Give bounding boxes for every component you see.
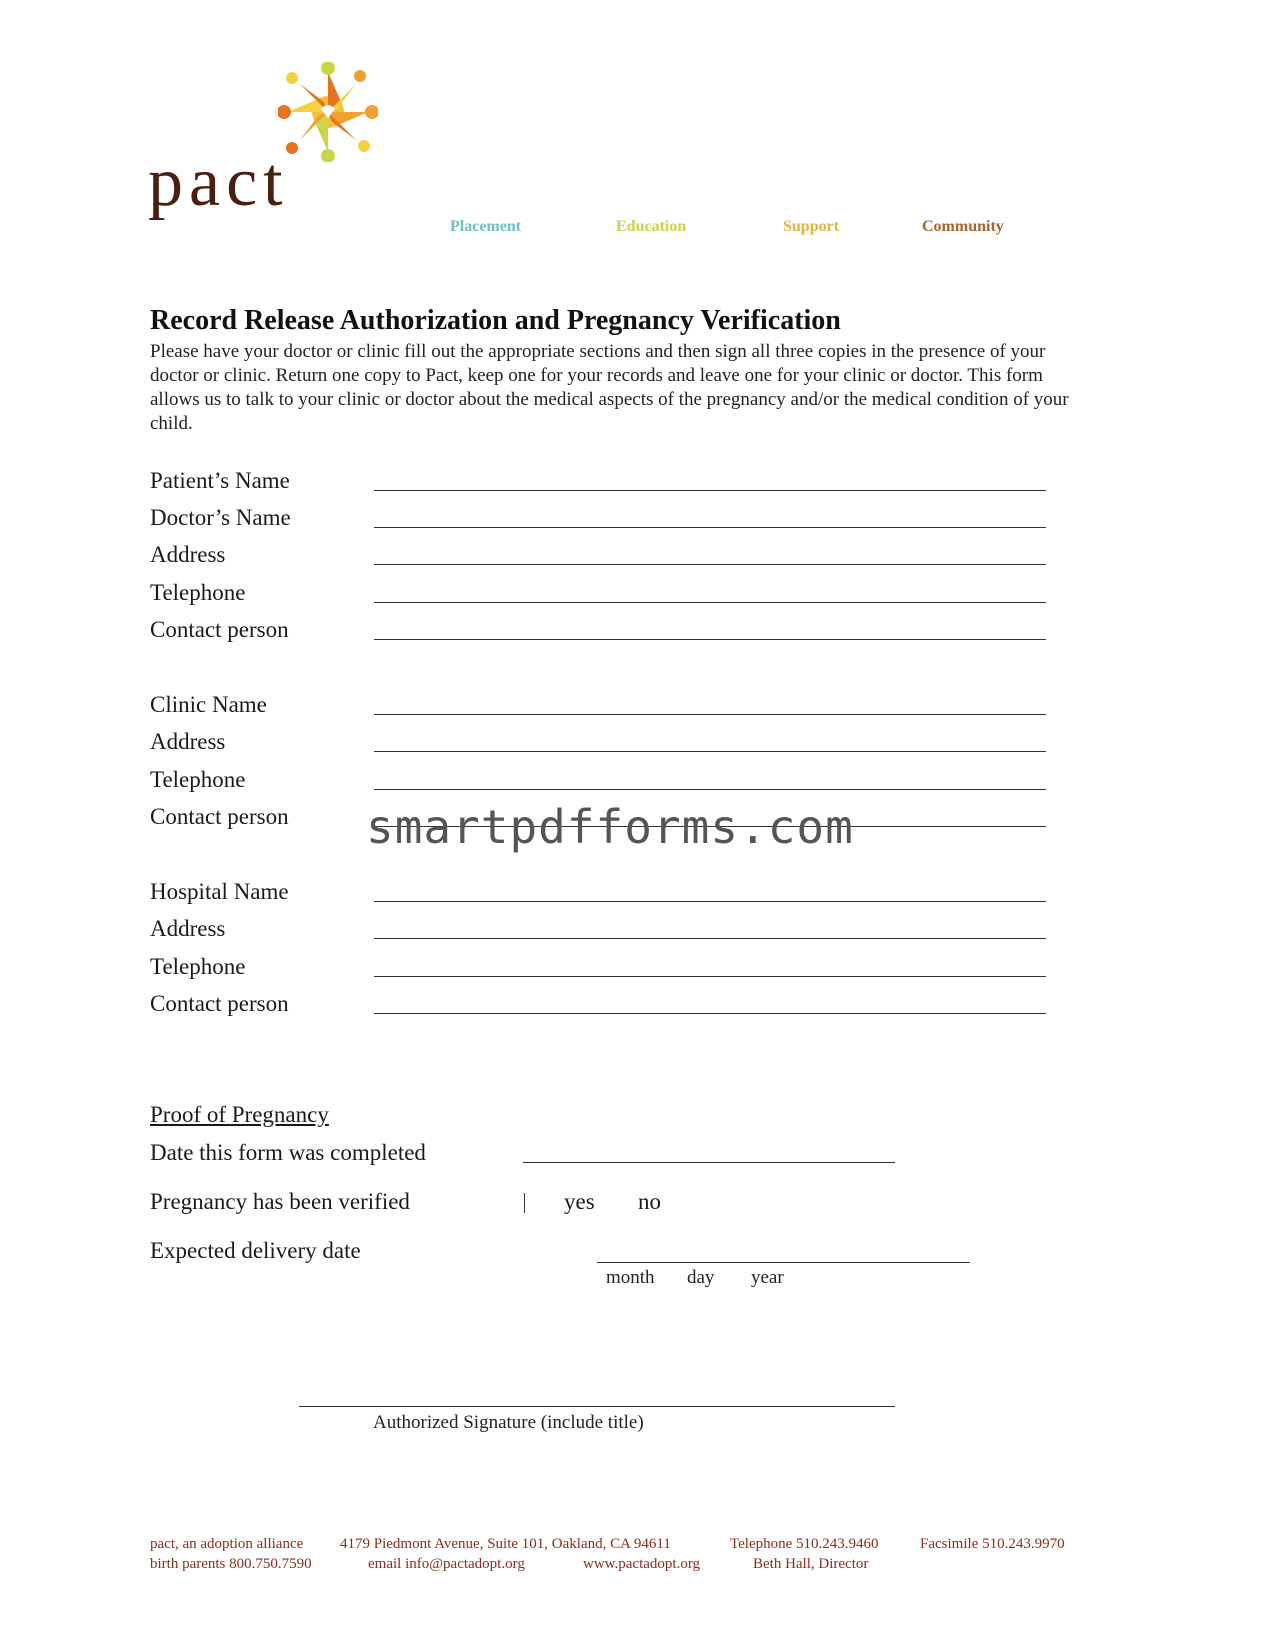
authorized-signature-field[interactable]: [299, 1406, 895, 1407]
date-completed-field[interactable]: [523, 1162, 895, 1163]
hospital-telephone-label: Telephone: [150, 954, 246, 979]
footer-address: 4179 Piedmont Avenue, Suite 101, Oakland, CA 94611: [340, 1536, 671, 1552]
footer-director: Beth Hall, Director: [753, 1556, 869, 1572]
tagline-support: Support: [783, 218, 840, 235]
pregnancy-verified-label: Pregnancy has been verified: [150, 1189, 410, 1214]
verified-no-option[interactable]: no: [638, 1189, 661, 1214]
footer-line-1: [150, 1536, 1150, 1556]
tagline-community: Community: [922, 218, 1004, 235]
clinic-telephone-field[interactable]: [374, 789, 1046, 790]
footer-fax: Facsimile 510.243.9970: [920, 1536, 1065, 1552]
pact-logo-text: pact: [148, 144, 289, 221]
expected-delivery-label: Expected delivery date: [150, 1238, 361, 1263]
hospital-address-field[interactable]: [374, 938, 1046, 939]
footer-org: pact, an adoption alliance: [150, 1536, 304, 1552]
expected-delivery-field[interactable]: [597, 1262, 970, 1263]
clinic-address-field[interactable]: [374, 751, 1046, 752]
doctor-address-field[interactable]: [374, 564, 1046, 565]
hospital-name-label: Hospital Name: [150, 879, 289, 904]
doctor-contact-label: Contact person: [150, 617, 289, 642]
doctor-contact-field[interactable]: [374, 639, 1046, 640]
patient-name-field[interactable]: [374, 490, 1046, 491]
hospital-telephone-field[interactable]: [374, 976, 1046, 977]
doctor-telephone-field[interactable]: [374, 602, 1046, 603]
pact-logo-icon: [278, 62, 378, 162]
footer-website[interactable]: www.pactadopt.org: [583, 1556, 701, 1572]
clinic-telephone-label: Telephone: [150, 767, 246, 792]
clinic-address-label: Address: [150, 729, 226, 754]
verified-checkbox-marker[interactable]: [524, 1193, 525, 1213]
clinic-name-field[interactable]: [374, 714, 1046, 715]
delivery-day-label: day: [687, 1267, 715, 1288]
delivery-year-label: year: [751, 1267, 784, 1288]
hospital-address-label: Address: [150, 916, 226, 941]
patient-name-label: Patient’s Name: [150, 468, 290, 493]
tagline-education: Education: [616, 218, 687, 235]
delivery-month-label: month: [606, 1267, 655, 1288]
clinic-contact-label: Contact person: [150, 804, 289, 829]
doctor-address-label: Address: [150, 542, 226, 567]
hospital-name-field[interactable]: [374, 901, 1046, 902]
form-intro: Please have your doctor or clinic fill out the appropriate sections and then sign all three copies in the presence of your doctor or clinic. Return one copy to Pact, keep one for your records and leave one for your clinic or doctor. This form allows us to talk to your clinic or doctor about the medical aspects of the pregnancy and/or the medical condition of your child.: [150, 341, 1069, 434]
date-completed-label: Date this form was completed: [150, 1140, 426, 1165]
proof-of-pregnancy-heading: Proof of Pregnancy: [150, 1102, 329, 1127]
footer-birth-parents: birth parents 800.750.7590: [150, 1556, 312, 1572]
doctor-telephone-label: Telephone: [150, 580, 246, 605]
footer-email[interactable]: email info@pactadopt.org: [368, 1556, 525, 1572]
watermark-text: smartpdfforms.com: [366, 800, 854, 854]
doctor-name-field[interactable]: [374, 527, 1046, 528]
form-title: Record Release Authorization and Pregnancy Verification: [150, 305, 841, 336]
hospital-contact-label: Contact person: [150, 991, 289, 1016]
verified-yes-option[interactable]: yes: [564, 1189, 595, 1214]
footer-telephone: Telephone 510.243.9460: [730, 1536, 879, 1552]
footer-line-2: [150, 1556, 1150, 1576]
tagline-placement: Placement: [450, 218, 522, 235]
doctor-name-label: Doctor’s Name: [150, 505, 291, 530]
clinic-name-label: Clinic Name: [150, 692, 267, 717]
authorized-signature-label: Authorized Signature (include title): [373, 1412, 644, 1433]
hospital-contact-field[interactable]: [374, 1013, 1046, 1014]
